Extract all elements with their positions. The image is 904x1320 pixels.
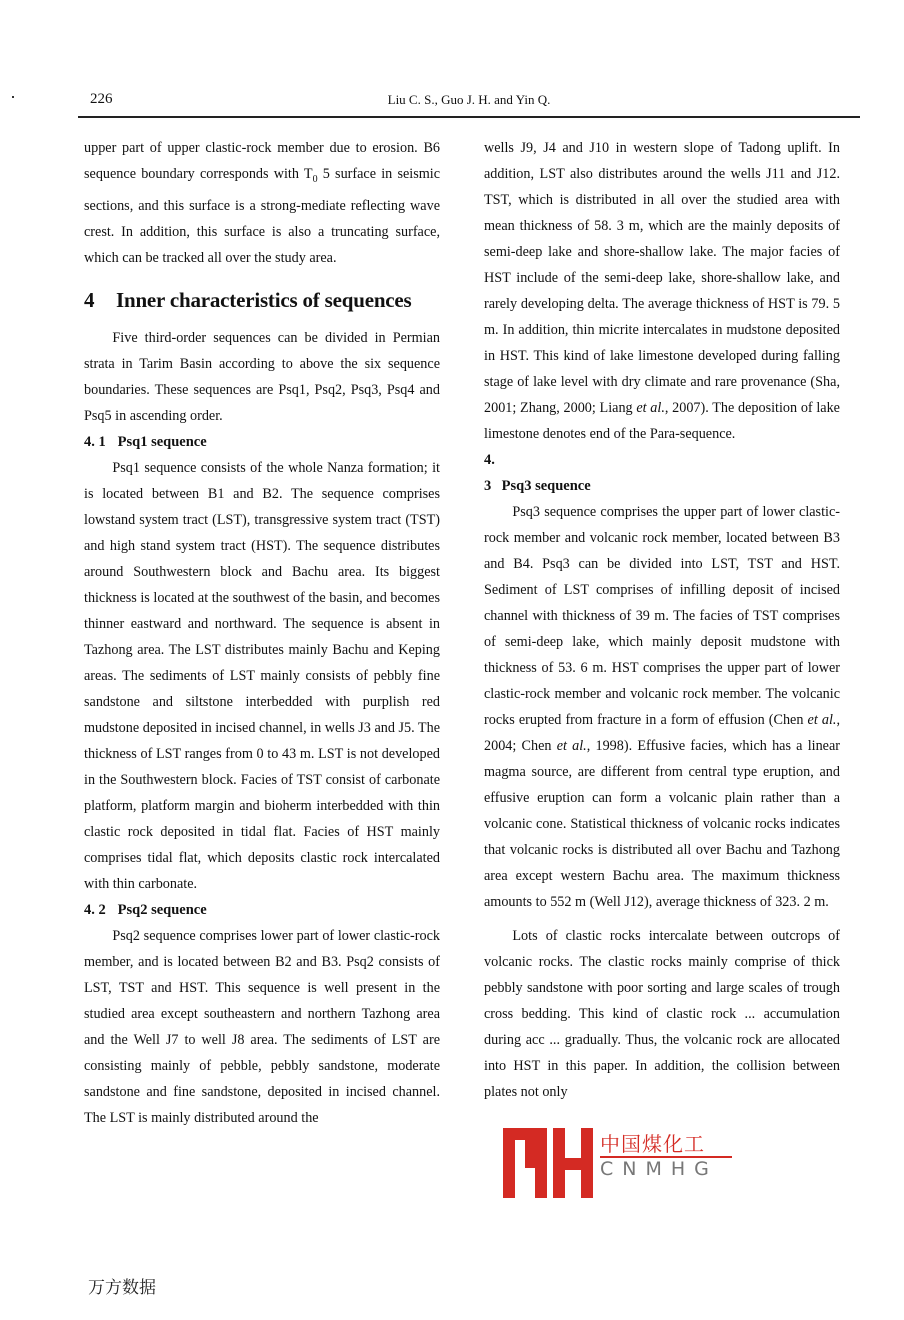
paragraph (484, 499, 840, 915)
paragraph: Psq2 sequence comprises lower part of lower clastic-rock member, and is located between B2 and B3. Psq2 consists of LST, TST and HST. This sequence is well present in the studied area except southeastern and northern Tazhong area and the Well J7 to well J8 area. The sediments of LST are consisting mainly of pebble, pebbly sandstone, moderate sandstone and fine sandstone, deposited in incised channel. The LST is mainly distributed around the (84, 927, 440, 1126)
page-header (78, 89, 860, 115)
header-rule (78, 116, 860, 118)
paragraph-text: , 2004; Chen (484, 712, 840, 754)
watermark-en-text: CNMHG (600, 1158, 718, 1180)
subsection-number: 4. 2 (84, 901, 106, 918)
citation-et-al: et al. (556, 738, 587, 754)
paragraph-text: Psq3 sequence comprises the upper part of lower clastic-rock member and volcanic rock member, located between B3 and B4. Psq3 can be divided into LST, TST and HST. Sediment of LST comprises of infilling deposit of incised channel with thickness of 39 m. The facies of TST comprises of semi-deep lake, which mainly deposit mudstone with thickness of 53. 6 m. HST comprises the upper part of lower clastic-rock member and volcanic rock member. The volcanic rocks erupted from fracture in a form of effusion (Chen (484, 504, 840, 728)
subsection-number: 4. 1 (84, 433, 106, 450)
subscript: 0 (312, 173, 318, 185)
paragraph: Psq1 sequence consists of the whole Nanza formation; it is located between B1 and B2. The sequence comprises lowstand system tract (LST), transgressive system tract (TST) and high stand system tract (HST). The sequence distributes around Southwestern block and Bachu area. Its biggest thickness is located at the southwest of the basin, and becomes thinner eastward and northward. The sequence is absent in Tazhong area. The LST distributes mainly Bachu and Keping areas. The sediments of LST mainly consists of pebbly fine sandstone and siltstone interbedded with purplish red mudstone deposited in incised channel, in wells J3 and J5. The thickness of LST ranges from 0 to 43 m. LST is not developed in the Southwestern block. Facies of TST consist of carbonate platform, platform margin and bioherm interbedded with thin clastic rock deposited in tidal flat. Facies of HST mainly comprises tidal flat, which deposits clastic rock intercalated with thin carbonate. (84, 459, 440, 892)
paragraph-text: wells J9, J4 and J10 in western slope of Tadong uplift. In addition, LST also distributes around the wells J11 and J12. TST, which is distributed in all over the studied area with mean thickness of 58. 3 m, which are the mainly deposits of semi-deep lake and shore-shallow lake. The major facies of HST include of the semi-deep lake, shore-shallow lake, and rarely developing delta. The average thickness of HST is 79. 5 m. In addition, thin micrite intercalates in mudstone deposited in HST. This kind of lake limestone developed during falling stage of lake level with dry climate and rare provenance (Sha, 2001; Zhang, 2000; Liang (484, 140, 840, 416)
paragraph-text: 5 surface in seismic sections, and this surface is a strong-mediate reflecting wave crest. In addition, this surface is also a truncating surface, which can be tracked all over the study area. (84, 166, 440, 266)
footer-brand: 万方数据 (88, 1278, 156, 1298)
section-title: Inner characteristics of sequences (116, 287, 412, 312)
paragraph: Five third-order sequences can be divided in Permian strata in Tarim Basin according to above the six sequence boundaries. These sequences are Psq1, Psq2, Psq3, Psq4 and Psq5 in ascending order. (84, 329, 440, 424)
left-column (84, 135, 440, 1131)
running-head-authors: Liu C. S., Guo J. H. and Yin Q. (387, 92, 551, 107)
paragraph-text: , 2007). The deposition of lake limestone denotes end of the Para-sequence. (484, 400, 840, 442)
paragraph-text: upper part of upper clastic-rock member due to erosion. B6 sequence boundary corresponds with T (84, 140, 440, 182)
subsection-heading-4-3 (484, 447, 840, 499)
right-column (484, 135, 840, 1105)
paragraph (84, 135, 440, 271)
subsection-title: Psq1 sequence (117, 433, 207, 450)
watermark-logo (503, 1128, 743, 1200)
subsection-heading-4-2 (84, 897, 440, 923)
citation-et-al: et al. (636, 400, 665, 416)
subsection-title: Psq2 sequence (117, 901, 207, 918)
paragraph-text: , 1998). Effusive facies, which has a linear magma source, are different from central type eruption, and effusive eruption can form a volcanic plain rather than a volcanic cone. Statistical thickness of volcanic rocks indicates that volcanic rocks is distributed all over Bachu and Tazhong area except western Bachu area. The maximum thickness amounts to 552 m (Well J12), average thickness of 323. 2 m. (484, 738, 840, 910)
mh-logo-icon (503, 1128, 593, 1198)
subsection-title: Psq3 sequence (501, 478, 591, 494)
watermark-cn-text: 中国煤化工 (600, 1132, 705, 1156)
page-number: 226 (90, 91, 113, 107)
scan-speck (12, 96, 14, 98)
subsection-number: 4. 3 (484, 452, 495, 494)
subsection-heading-4-1 (84, 429, 440, 455)
section-number: 4 (84, 287, 95, 312)
section-heading-4 (84, 285, 440, 315)
paragraph (484, 135, 840, 447)
paragraph-gap (484, 915, 840, 923)
citation-et-al: et al. (807, 712, 837, 728)
paragraph: Lots of clastic rocks intercalate between outcrops of volcanic rocks. The clastic rocks mainly comprise of thick pebbly sandstone with poor sorting and large scales of trough cross bedding. This kind of clastic rock ... accumulation during acc ... gradually. Thus, the volcanic rock are allocated into HST in this paper. In addition, the collision between plates not only (484, 928, 840, 1100)
